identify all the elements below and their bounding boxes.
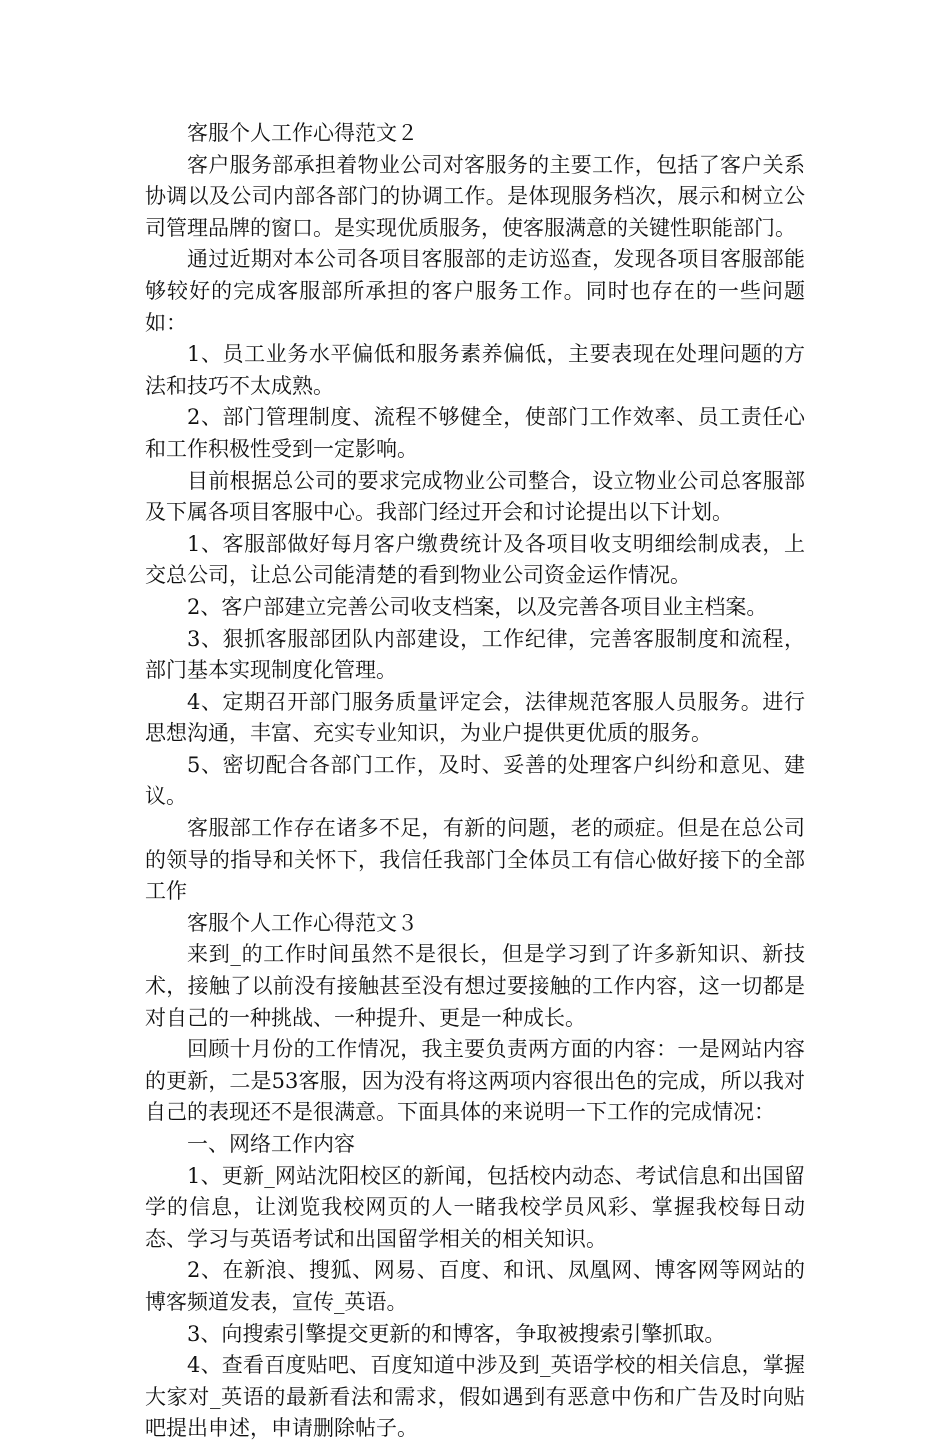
paragraph: 目前根据总公司的要求完成物业公司整合，设立物业公司总客服部及下属各项目客服中心。我部门经过开会和讨论提出以下计划。 [145, 468, 805, 525]
paragraph: 通过近期对本公司各项目客服部的走访巡查，发现各项目客服部能够较好的完成客服部所承担的客户服务工作。同时也存在的一些问题如： [145, 247, 805, 335]
list-item: 2、部门管理制度、流程不够健全，使部门工作效率、员工责任心和工作积极性受到一定影响。 [145, 405, 805, 461]
paragraph: 回顾十月份的工作情况，我主要负责两方面的内容：一是网站内容的更新，二是53客服，因为没有将这两项内容很出色的完成，所以我对自己的表现还不是很满意。下面具体的来说明一下工作的完成情况： [145, 1037, 805, 1125]
paragraph: 客服部工作存在诸多不足，有新的问题，老的顽症。但是在总公司的领导的指导和关怀下，我信任我部门全体员工有信心做好接下的全部工作 [145, 816, 805, 904]
list-item: 2、客户部建立完善公司收支档案，以及完善各项目业主档案。 [187, 594, 768, 619]
list-item: 4、查看百度贴吧、百度知道中涉及到_英语学校的相关信息，掌握大家对_英语的最新看法和需求，假如遇到有恶意中伤和广告及时向贴吧提出申述，申请删除帖子。 [145, 1353, 805, 1441]
list-item: 3、狠抓客服部团队内部建设，工作纪律，完善客服制度和流程，部门基本实现制度化管理。 [145, 626, 805, 683]
list-item: 2、在新浪、搜狐、网易、百度、和讯、凤凰网、博客网等网站的博客频道发表，宣传_英语。 [145, 1258, 805, 1314]
list-item: 4、定期召开部门服务质量评定会，法律规范客服人员服务。进行思想沟通，丰富、充实专业知识，为业户提供更优质的服务。 [145, 689, 805, 746]
section-title: 客服个人工作心得范文２ [187, 121, 418, 145]
document-body [145, 118, 805, 1445]
list-item: 1、更新_网站沈阳校区的新闻，包括校内动态、考试信息和出国留学的信息，让浏览我校网页的人一睹我校学员风彩、掌握我校每日动态、学习与英语考试和出国留学相关的相关知识。 [145, 1163, 805, 1251]
list-item: 1、客服部做好每月客户缴费统计及各项目收支明细绘制成表，上交总公司，让总公司能清楚的看到物业公司资金运作情况。 [145, 531, 805, 588]
list-item: 3、向搜索引擎提交更新的和博客，争取被搜索引擎抓取。 [187, 1321, 726, 1346]
section-title: 客服个人工作心得范文３ [187, 910, 418, 935]
list-item: 1、员工业务水平偏低和服务素养偏低，主要表现在处理问题的方法和技巧不太成熟。 [145, 342, 805, 398]
list-item: 5、密切配合各部门工作，及时、妥善的处理客户纠纷和意见、建议。 [145, 752, 805, 809]
paragraph: 来到_的工作时间虽然不是很长，但是学习到了许多新知识、新技术，接触了以前没有接触甚至没有想过要接触的工作内容，这一切都是对自己的一种挑战、一种提升、更是一种成长。 [145, 942, 805, 1030]
subsection-title: 一、网络工作内容 [187, 1132, 355, 1156]
paragraph: 客户服务部承担着物业公司对客服务的主要工作，包括了客户关系协调以及公司内部各部门的协调工作。是体现服务档次，展示和树立公司管理品牌的窗口。是实现优质服务，使客服满意的关键性职能部门。 [145, 152, 805, 240]
